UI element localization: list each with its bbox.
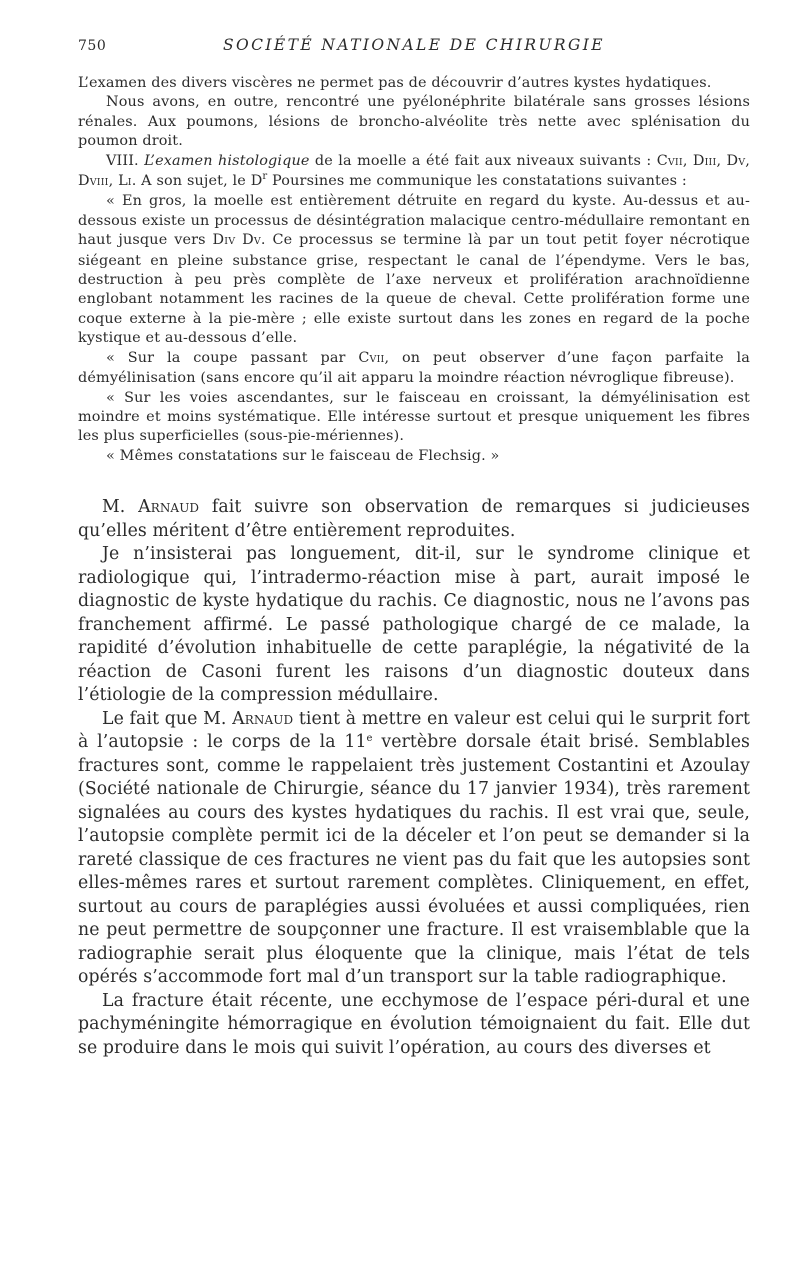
paragraph-demyelination: « Sur la coupe passant par CVII, on peut observer d’une façon parfaite la démyélinisation (sans encore qu’il ait apparu la moindre réaction névroglique fibreuse).: [78, 349, 750, 387]
observation-section: [78, 74, 750, 466]
paragraph-viscera: L’examen des divers viscères ne permet pas de découvrir d’autres kystes hydatiques.: [78, 75, 712, 91]
paragraph-fracture: Le fait que M. Arnaud tient à mettre en valeur est celui qui le surprit fort à l’autopsie : le corps de la 11e vertèbre dorsale était brisé. Semblables fractures sont, comme le rappelaient très justement Costantini et Azoulay (Société nationale de Chirurgie, séance du 17 janvier 1934), très rarement signalées au cours des kystes hydatiques du rachis. Il est vrai que, seule, l’autopsie complète permit ici de la déceler et l’on peut se demander si la rareté classique de ces fractures ne vient pas du fait que les autopsies sont elles-mêmes rares et surtout rarement complètes. Cliniquement, en effet, surtout au cours de paraplégies aussi évoluées et aussi compliquées, rien ne peut permettre de soupçonner une fracture. Il est vraisemblable que la radiographie serait plus éloquente que la clinique, mais l’état de tels opérés s’accommode fort mal d’un transport sur la table radiographique.: [78, 708, 750, 988]
paragraph-recent-fracture: La fracture était récente, une ecchymose de l’espace péri-dural et une pachyméningite hémorragique en évolution témoignaient du fait. Elle dut se produire dans le mois qui suivit l’opération, au cours des diverses et: [78, 990, 750, 1058]
author-name: M. Arnaud: [203, 708, 294, 729]
paragraph-spinal-cord: « En gros, la moelle est entièrement détruite en regard du kyste. Au-dessus et au-dessous existe un processus de désintégration malacique centro-médullaire remontant en haut jusque vers DIV DV. Ce processus se termine là par un tout petit foyer nécrotique siégeant en pleine substance grise, respectant le canal de l’épendyme. Vers le bas, destruction à peu près complète de l’axe nerveux et prolifération arachnoïdienne englobant notamment les racines de la queue de cheval. Cette prolifération forme une coque externe à la pie-mère ; elle existe surtout dans les zones en regard de la poche kystique et au-dessous d’elle.: [78, 193, 750, 347]
paragraph-diagnosis: Je n’insisterai pas longuement, dit-il, sur le syndrome clinique et radiologique qui, l’intradermo-réaction mise à part, aurait imposé le diagnostic de kyste hydatique du rachis. Ce diagnostic, nous ne l’avons pas franchement affirmé. Le passé pathologique chargé de ce malade, la rapidité d’évolution inhabituelle de cette paraplégie, la négativité de la réaction de Casoni furent les raisons d’un diagnostic douteux dans l’étiologie de la compression médullaire.: [78, 544, 750, 706]
paragraph-remarks: M. Arnaud fait suivre son observation de remarques si judicieuses qu’elles méritent d’être entièrement reproduites.: [78, 497, 750, 541]
paragraph-flechsig: « Mêmes constatations sur le faisceau de Flechsig. »: [106, 447, 500, 464]
running-head: [78, 36, 750, 60]
page: [78, 36, 750, 1060]
commentary-section: [78, 496, 750, 1060]
paragraph-pyelonephritis: Nous avons, en outre, rencontré une pyélonéphrite bilatérale sans grosses lésions rénales. Aux poumons, lésions de broncho-alvéolite très nette avec splénisation du poumon droit.: [78, 94, 750, 150]
histology-title: L’examen histologique: [144, 152, 310, 169]
journal-title: SOCIÉTÉ NATIONALE DE CHIRURGIE: [223, 36, 605, 54]
paragraph-ascending-tracts: « Sur les voies ascendantes, sur le faisceau en croissant, la démyélinisation est moindre et moins systématique. Elle intéresse surtout et presque uniquement les fibres les plus superficielles (sous-pie-mériennes).: [78, 389, 750, 445]
author-name: M. Arnaud: [102, 497, 200, 518]
paragraph-histology: VIII. L’examen histologique de la moelle a été fait aux niveaux suivants : CVII, DIII, DV, DVIII, LI. A son sujet, le $D^r$ Poursines me communique les constatations suivantes :: [78, 152, 751, 190]
page-number: 750: [78, 38, 107, 54]
section-gap: [78, 466, 750, 496]
